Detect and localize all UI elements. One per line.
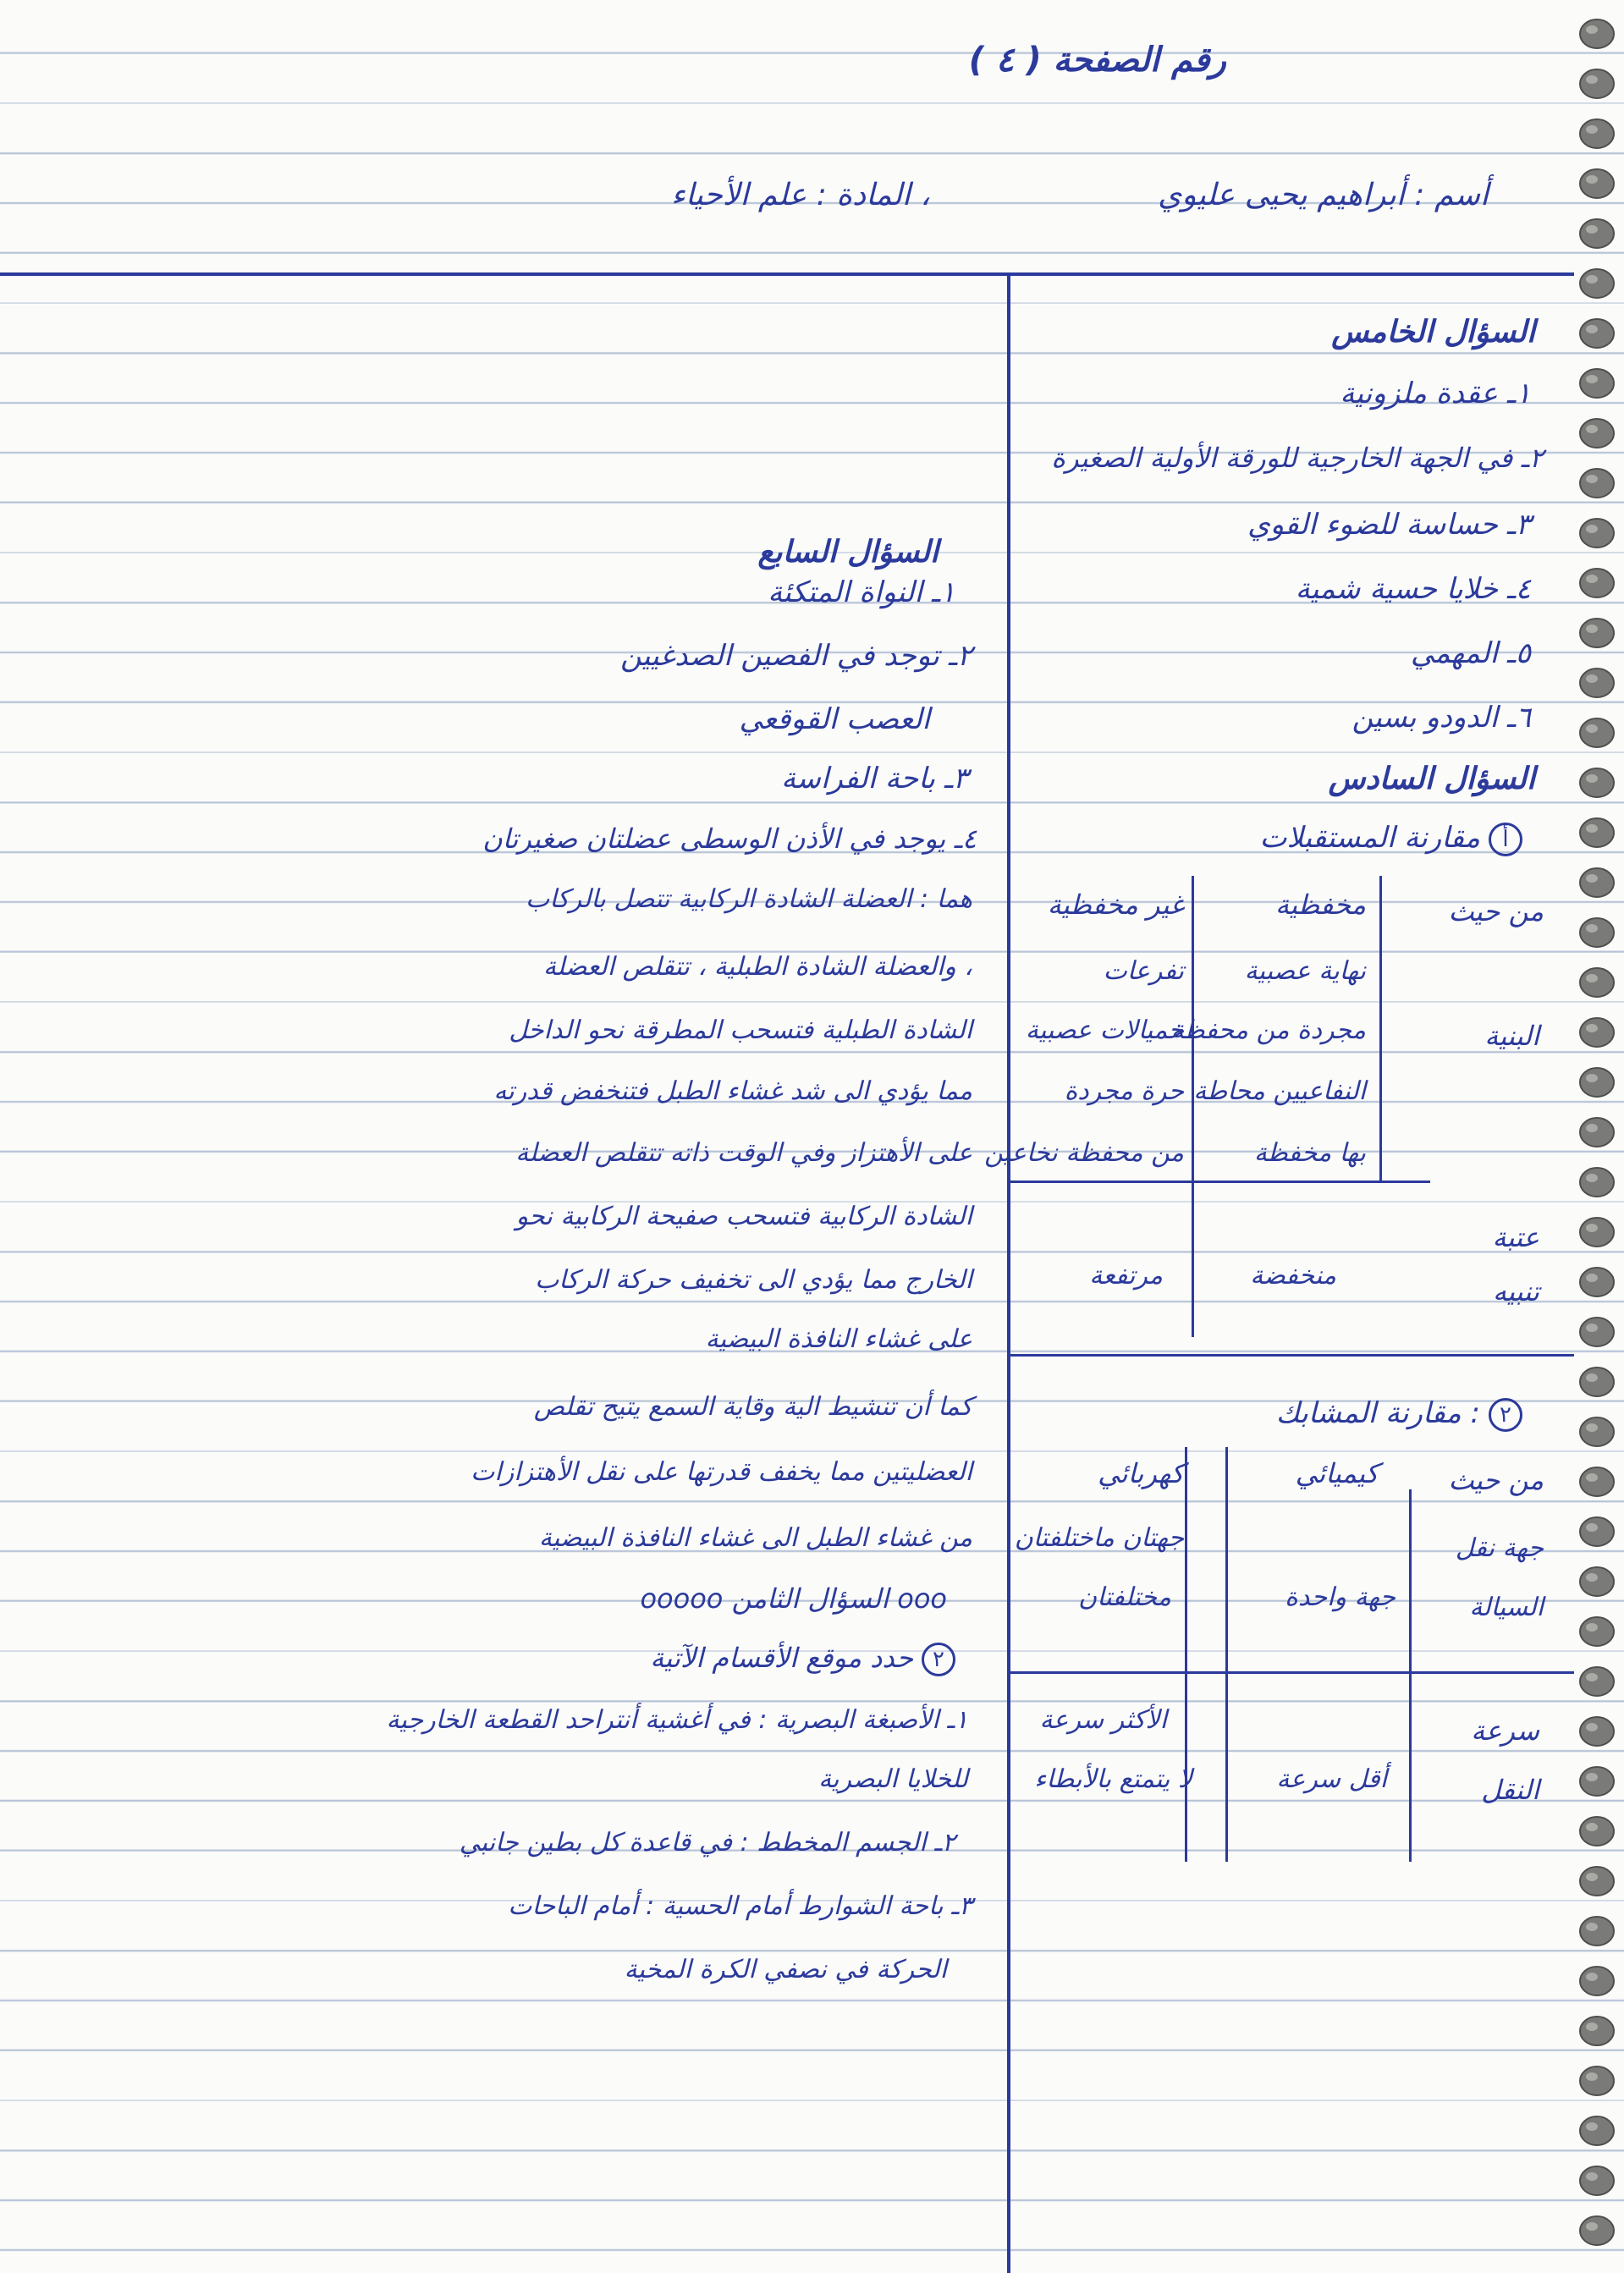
table1-row1-col1-line1: نهاية عصبية [1244, 956, 1366, 986]
table1-row2-col2: مرتفعة [1089, 1261, 1163, 1291]
table2-row2-col2-line2: لا يتمتع بالأبطاء [1034, 1764, 1192, 1794]
q8-sub-number: ٢ [922, 1643, 955, 1676]
spiral-ring-highlight [1586, 1523, 1598, 1532]
spiral-ring-highlight [1586, 475, 1598, 483]
spiral-ring [1580, 768, 1614, 797]
table2-line-v2 [1225, 1447, 1228, 1862]
table1-line-h2 [1007, 1354, 1574, 1357]
spiral-ring-highlight [1586, 2023, 1598, 2031]
spiral-ring-highlight [1586, 1024, 1598, 1032]
q5-item-3: ٣ـ حساسة للضوء القوي [1247, 508, 1531, 542]
spiral-ring [1580, 1567, 1614, 1596]
spiral-ring [1580, 1617, 1614, 1646]
page-number-label: رقم الصفحة ( ٤ ) [968, 41, 1226, 80]
q7-text-6: الشادة الركابية فتسحب صفيحة الركابية نحو [515, 1202, 972, 1231]
q7-text-10: العضليتين مما يخفف قدرتها على نقل الأهتزازات [471, 1457, 972, 1487]
spiral-ring [1580, 2116, 1614, 2145]
spiral-ring-highlight [1586, 2122, 1598, 2131]
spiral-ring-highlight [1586, 2072, 1598, 2081]
q5-item-6: ٦ـ الدودو بسين [1351, 701, 1531, 735]
spiral-ring [1580, 369, 1614, 398]
table1-row1-col1-line2: مجردة من محفظة [1170, 1015, 1366, 1045]
spiral-ring [1580, 2166, 1614, 2195]
spiral-ring [1580, 2067, 1614, 2095]
q8-title: ooo السؤال الثامن ooooo [640, 1582, 947, 1615]
spiral-ring-highlight [1586, 1573, 1598, 1582]
table1-row1-col1-line4: بها مخفظة [1253, 1138, 1366, 1168]
spiral-ring-highlight [1586, 275, 1598, 283]
table1-head-aspect: من حيث [1448, 895, 1544, 927]
spiral-ring [1580, 69, 1614, 98]
spiral-ring [1580, 1917, 1614, 1946]
table2-line-v1 [1185, 1447, 1187, 1862]
q8-subheading [650, 1642, 955, 1676]
spiral-ring-highlight [1586, 1723, 1598, 1731]
q7-item-1: ١ـ النواة المتكئة [768, 575, 955, 609]
comparison2-number: ٢ [1489, 1398, 1522, 1432]
spiral-ring-highlight [1586, 1423, 1598, 1432]
spiral-ring-highlight [1586, 2222, 1598, 2231]
spiral-ring [1580, 1467, 1614, 1496]
table2-row2-col2-line1: الأكثر سرعة [1039, 1705, 1167, 1735]
spiral-ring [1580, 968, 1614, 997]
spiral-ring-highlight [1586, 175, 1598, 184]
table2-line-v3 [1409, 1489, 1412, 1862]
table2-row2-col1: أقل سرعة [1276, 1764, 1387, 1794]
spiral-ring [1580, 868, 1614, 897]
spiral-ring [1580, 2017, 1614, 2045]
q8-sub-title: حدد موقع الأقسام الآتية [650, 1642, 913, 1674]
table2-row1-col2-line1: جهتان ماختلفتان [1014, 1523, 1184, 1553]
spiral-ring-highlight [1586, 1473, 1598, 1482]
q7-text-9: كما أن تنشيط الية وقاية السمع يتيح تقلص [533, 1392, 972, 1422]
subject-label: ، المادة : علم الأحياء [670, 178, 930, 212]
q5-item-4: ٤ـ خلايا حسية شمية [1295, 572, 1531, 606]
spiral-ring [1580, 169, 1614, 198]
q7-item-3: العصب القوقعي [739, 702, 930, 736]
spiral-ring-highlight [1586, 1623, 1598, 1632]
spiral-ring [1580, 1268, 1614, 1296]
spiral-ring-highlight [1586, 25, 1598, 34]
spiral-ring [1580, 1018, 1614, 1047]
table2-row1-label: جهة نقل السيالة [1455, 1533, 1544, 1622]
q7-text-1: هما : العضلة الشادة الركابية تتصل بالركاب [526, 884, 972, 914]
spiral-ring [1580, 1717, 1614, 1746]
spiral-ring [1580, 119, 1614, 148]
student-name: أسم : أبراهيم يحيى عليوي [1158, 178, 1489, 212]
table2-row1-col1: جهة واحدة [1285, 1582, 1396, 1612]
table1-row2-col1: منخفضة [1250, 1261, 1336, 1291]
spiral-ring-highlight [1586, 1823, 1598, 1831]
q8-item-1-cont: للخلايا البصرية [818, 1764, 968, 1794]
table1-line-v1 [1192, 876, 1194, 1337]
spiral-ring [1580, 269, 1614, 298]
spiral-ring-highlight [1586, 225, 1598, 234]
table2-head-electrical: كهربائي [1098, 1457, 1184, 1489]
q6-title: السؤال السادس [1328, 762, 1535, 796]
q7-item-5: ٤ـ يوجد في الأذن الوسطى عضلتان صغيرتان [482, 823, 977, 855]
table1-head-encapsulated: مخفظية [1274, 889, 1366, 921]
spiral-ring-highlight [1586, 2172, 1598, 2181]
spiral-ring-highlight [1586, 325, 1598, 333]
spiral-ring [1580, 1817, 1614, 1846]
spiral-ring-highlight [1586, 1923, 1598, 1931]
table1-row1-col2-line1: تفرعات [1103, 956, 1184, 986]
table1-row1-col2-line2: خميالات عصبية [1025, 1015, 1184, 1045]
q8-item-3: ٣ـ باحة الشوارط أمام الحسية : أمام الباحات [508, 1891, 972, 1921]
spiral-ring-highlight [1586, 575, 1598, 583]
q5-item-1: ١ـ عقدة ملزونية [1340, 377, 1531, 410]
spiral-ring [1580, 718, 1614, 747]
header-divider [0, 272, 1574, 276]
table2-head-aspect: من حيث [1448, 1464, 1544, 1496]
spiral-ring [1580, 319, 1614, 348]
q5-item-2: ٢ـ في الجهة الخارجية للورقة الأولية الصغيرة [1051, 442, 1544, 474]
q8-item-1: ١ـ الأصبغة البصرية : في أغشية أنتراحد القطعة الخارجية [386, 1705, 968, 1735]
table1-line-h1 [1007, 1181, 1430, 1183]
q5-title: السؤال الخامس [1331, 315, 1535, 349]
spiral-ring-highlight [1586, 1873, 1598, 1881]
spiral-ring-highlight [1586, 525, 1598, 533]
q5-item-5: ٥ـ المهمي [1410, 636, 1531, 670]
q7-text-11: من غشاء الطبل الى غشاء النافذة البيضية [538, 1523, 972, 1553]
spiral-ring-highlight [1586, 1373, 1598, 1382]
spiral-ring [1580, 818, 1614, 847]
q7-text-7: الخارج مما يؤدي الى تخفيف حركة الركاب [535, 1265, 972, 1295]
spiral-ring-highlight [1586, 974, 1598, 982]
spiral-ring-highlight [1586, 1274, 1598, 1282]
spiral-ring [1580, 1368, 1614, 1396]
spiral-ring [1580, 1118, 1614, 1147]
spiral-ring-highlight [1586, 1074, 1598, 1082]
spiral-ring-highlight [1586, 724, 1598, 733]
table2-row1-col2-line2: مختلفتان [1078, 1582, 1171, 1612]
spiral-ring-highlight [1586, 425, 1598, 433]
spiral-ring-highlight [1586, 1224, 1598, 1232]
spiral-ring-highlight [1586, 1673, 1598, 1681]
table1-line-v2 [1379, 876, 1382, 1181]
spiral-ring-highlight [1586, 824, 1598, 833]
table1-row1-col1-line3: النفاعيين محاطة [1193, 1076, 1366, 1106]
q7-text-4: مما يؤدي الى شد غشاء الطبل فتنخفض قدرته [493, 1076, 972, 1106]
spiral-ring-highlight [1586, 874, 1598, 883]
comparison1-number: أ [1489, 823, 1522, 856]
spiral-ring [1580, 1318, 1614, 1346]
q7-text-8: على غشاء النافذة البيضية [705, 1324, 972, 1354]
comparison2-heading [1276, 1396, 1522, 1432]
spiral-ring [1580, 1967, 1614, 1995]
spiral-ring-highlight [1586, 375, 1598, 383]
spiral-binding [1531, 0, 1624, 2273]
spiral-ring-highlight [1586, 125, 1598, 134]
column-divider [1007, 274, 1010, 2273]
q8-item-3-cont: الحركة في نصفي الكرة المخية [624, 1955, 947, 1984]
comparison1-title: مقارنة المستقبلات [1259, 821, 1480, 855]
spiral-ring [1580, 1867, 1614, 1896]
table2-line-h1 [1007, 1671, 1574, 1674]
comparison1-heading [1260, 821, 1523, 856]
spiral-ring-highlight [1586, 75, 1598, 84]
spiral-ring-highlight [1586, 924, 1598, 933]
table2-head-chemical: كيميائي [1295, 1457, 1379, 1489]
spiral-ring-highlight [1586, 1124, 1598, 1132]
spiral-ring [1580, 1068, 1614, 1097]
spiral-ring [1580, 19, 1614, 48]
spiral-ring-highlight [1586, 625, 1598, 633]
spiral-ring [1580, 1517, 1614, 1546]
spiral-ring [1580, 1667, 1614, 1696]
table1-row1-col2-line4: من محفظة نخاعين [984, 1138, 1184, 1168]
q7-text-5: على الأهتزاز وفي الوقت ذاته تتقلص العضلة [515, 1138, 972, 1168]
spiral-ring [1580, 669, 1614, 697]
spiral-ring-highlight [1586, 1973, 1598, 1981]
q8-item-2: ٢ـ الجسم المخطط : في قاعدة كل بطين جانبي [459, 1828, 955, 1857]
spiral-ring [1580, 469, 1614, 498]
spiral-ring-highlight [1586, 1773, 1598, 1781]
spiral-ring-highlight [1586, 1324, 1598, 1332]
spiral-ring-highlight [1586, 674, 1598, 683]
spiral-ring [1580, 419, 1614, 448]
spiral-ring [1580, 569, 1614, 597]
spiral-ring [1580, 619, 1614, 647]
spiral-ring [1580, 918, 1614, 947]
spiral-ring [1580, 219, 1614, 248]
q7-text-3: الشادة الطبلية فتسحب المطرقة نحو الداخل [509, 1015, 972, 1045]
table1-row2-label: عتبة تنبيه [1492, 1221, 1539, 1307]
q7-text-2: ، والعضلة الشادة الطبلية ، تتقلص العضلة [543, 952, 972, 982]
spiral-ring [1580, 519, 1614, 548]
q7-item-2: ٢ـ توجد في الفصين الصدغيين [620, 639, 972, 673]
spiral-ring [1580, 1168, 1614, 1197]
table1-row1-label: البنية [1484, 1020, 1539, 1052]
spiral-ring [1580, 1218, 1614, 1247]
q7-item-4: ٣ـ باحة الفراسة [781, 762, 968, 795]
spiral-ring [1580, 1767, 1614, 1796]
comparison2-title: : مقارنة المشابك [1275, 1396, 1480, 1430]
table2-row2-label: سرعة النقل [1471, 1714, 1539, 1806]
table1-head-nonencapsulated: غير مخفظية [1047, 889, 1184, 921]
spiral-ring [1580, 1417, 1614, 1446]
table1-row1-col2-line3: حرة مجردة [1064, 1076, 1184, 1106]
spiral-ring-highlight [1586, 774, 1598, 783]
q7-title: السؤال السابع [757, 535, 939, 570]
spiral-ring-highlight [1586, 1174, 1598, 1182]
spiral-ring [1580, 2216, 1614, 2245]
